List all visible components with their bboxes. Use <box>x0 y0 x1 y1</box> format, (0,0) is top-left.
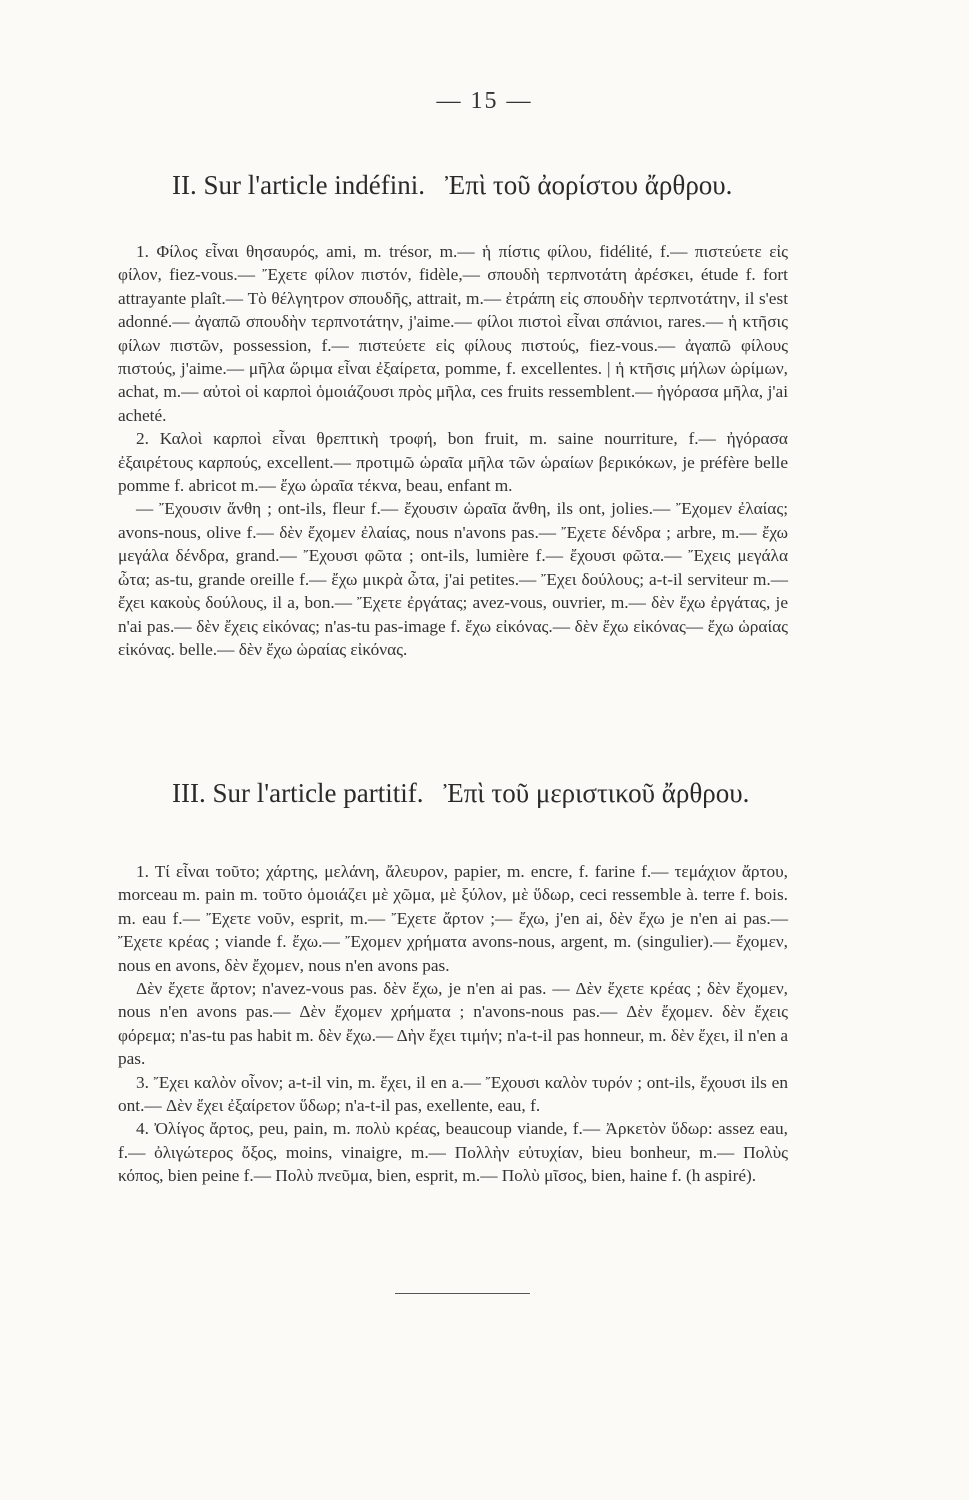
paragraph: 3. Ἔχει καλὸν οἶνον; a-t-il vin, m. ἔχει, il en a.— Ἔχουσι καλὸν τυρόν ; ont-ils, ἔχουσι ils en ont.— Δὲν ἔχει ἐξαίρετον ὕδωρ; n'a-t-il pas, exellente, eau, f. <box>118 1072 788 1116</box>
section-heading-partitive-article <box>172 778 749 809</box>
section-body-indefinite-article <box>118 240 788 661</box>
section-heading-indefinite-article <box>172 170 732 201</box>
paragraph: 2. Καλοὶ καρποὶ εἶναι θρεπτικὴ τροφή, bon fruit, m. saine nourriture, f.— ἠγόρασα ἐξαιρέτους καρπούς, excellent.— προτιμῶ ὡραῖα μῆλα τῶν ὡραίων βερικόκων, je préfère belle pomme f. abricot m.— ἔχω ὡραῖα τέκνα, beau, enfant m. <box>118 429 788 496</box>
paragraph: Δὲν ἔχετε ἄρτον; n'avez-vous pas. δὲν ἔχω, je n'en ai pas. — Δὲν ἔχετε κρέας ; δὲν ἔχομεν, nous n'en avons pas.— Δὲν ἔχομεν χρήματα ; n'avons-nous pas.— Δὲν ἔχομεν. δὲν ἔχεις φόρεμα; n'as-tu pas habit m. δὲν ἔχω.— Δὴν ἔχει τιμήν; n'a-t-il pas honneur, m. δὲν ἔχει, il n'en a pas. <box>118 979 788 1069</box>
paragraph: 4. Ὀλίγος ἄρτος, peu, pain, m. πολὺ κρέας, beaucoup viande, f.— Ἀρκετὸν ὕδωρ: assez eau, f.— ὀλιγώτερος ὄξος, moins, vinaigre, m.— Πολλὴν εὐτυχίαν, bieu bonheur, m.— Πολὺς κόπος, bien peine f.— Πολὺ πνεῦμα, bien, esprit, m.— Πολὺ μῖσος, bien, haine f. (h aspiré). <box>118 1119 788 1186</box>
paragraph: 1. Τί εἶναι τοῦτο; χάρτης, μελάνη, ἄλευρον, papier, m. encre, f. farine f.— τεμάχιον ἄρτου, morceau m. pain m. τοῦτο ὁμοιάζει μὲ χῶμα, μὲ ξύλον, μὲ ὕδωρ, ceci ressemble à. terre f. bois. m. eau f.— Ἔχετε νοῦν, esprit, m.— Ἔχετε ἄρτον ;— ἔχω, j'en ai, δὲν ἔχω je n'en ai pas.— Ἔχετε κρέας ; viande f. ἔχω.— Ἔχομεν χρήματα avons-nous, argent, m. (singulier).— ἔχομεν, nous en avons, δὲν ἔχομεν, nous n'en avons pas. <box>118 862 788 975</box>
section-title-greek: Ἐπὶ τοῦ ἀορίστου ἄρθρου. <box>445 170 733 200</box>
paragraph: — Ἔχουσιν ἄνθη ; ont-ils, fleur f.— ἔχουσιν ὡραῖα ἄνθη, ils ont, jolies.— Ἔχομεν ἐλαίας; avons-nous, olive f.— δὲν ἔχομεν ἐλαίας, nous n'avons pas.— Ἔχετε δένδρα ; arbre, m.— ἔχω μεγάλα δένδρα, grand.— Ἔχουσι φῶτα ; ont-ils, lumière f.— ἔχουσι φῶτα.— Ἔχεις μεγάλα ὦτα; as-tu, grande oreille f.— ἔχω μικρὰ ὦτα, j'ai petites.— Ἔχει δούλους; a-t-il serviteur m.— ἔχει κακοὺς δούλους, il a, bon.— Ἔχετε ἐργάτας; avez-vous, ouvrier, m.— δὲν ἔχω ἐργάτας, je n'ai pas.— δὲν ἔχεις εἰκόνας; n'as-tu pas-image f. ἔχω εἰκόνας.— δὲν ἔχω εἰκόνας— ἔχω ὡραίας εἰκόνας. belle.— δὲν ἔχω ὡραίας εἰκόνας. <box>118 499 788 659</box>
paragraph: 1. Φίλος εἶναι θησαυρός, ami, m. trésor, m.— ἡ πίστις φίλου, fidélité, f.— πιστεύετε εἰς φίλον, fiez-vous.— Ἔχετε φίλον πιστόν, fidèle,— σπουδὴ τερπνοτάτη ἀρέσκει, étude f. fort attrayante plaît.— Τὸ θέλγητρον σπουδῆς, attrait, m.— ἐτράπη εἰς σπουδὴν τερπνοτάτην, il s'est adonné.— ἀγαπῶ σπουδὴν τερπνοτάτην, j'aime.— φίλοι πιστοὶ εἶναι σπάνιοι, rares.— ἡ κτῆσις φίλων πιστῶν, possession, f.— πιστεύετε εἰς φίλους πιστούς, fiez-vous.— ἀγαπῶ φίλους πιστούς, j'aime.— μῆλα ὥριμα εἶναι ἐξαίρετα, pomme, f. excellentes. | ἡ κτῆσις μήλων ὡρίμων, achat, m.— αὐτοὶ οἱ καρποὶ ὁμοιάζουσι πρὸς μῆλα, ces fruits ressemblent.— ἠγόρασα μῆλα, j'ai acheté. <box>118 242 788 425</box>
section-title-french: II. Sur l'article indéfini. <box>172 170 426 200</box>
section-title-french: III. Sur l'article partitif. <box>172 778 424 808</box>
end-rule <box>395 1293 530 1294</box>
section-title-greek: Ἐπὶ τοῦ μεριστικοῦ ἄρθρου. <box>443 778 750 808</box>
page-number: — 15 — <box>436 88 533 114</box>
section-body-partitive-article <box>118 860 788 1188</box>
